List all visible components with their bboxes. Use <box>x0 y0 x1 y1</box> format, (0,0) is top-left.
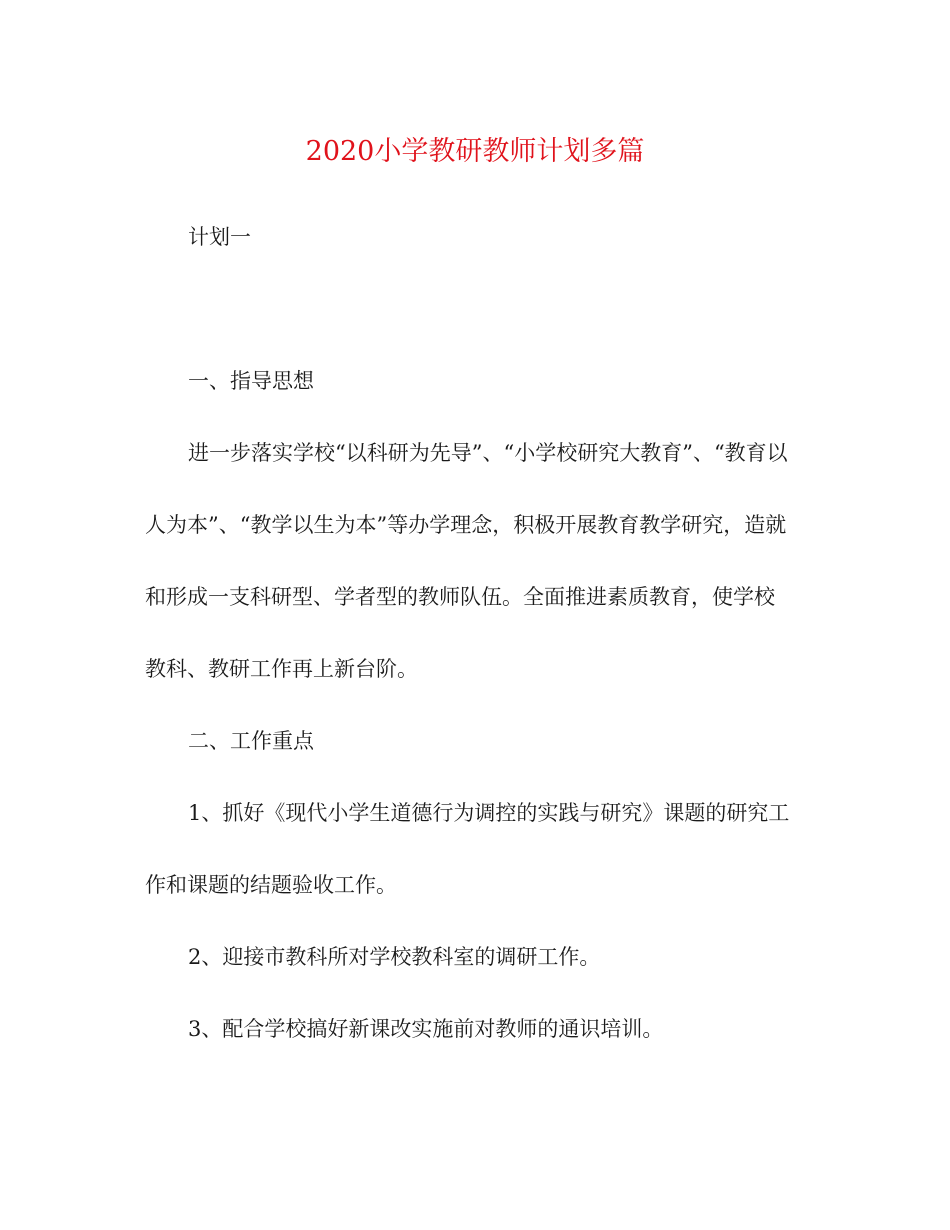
section-heading-work-focus: 二、工作重点 <box>188 729 314 753</box>
list-item-line: 2、迎接市教科所对学校教科室的调研工作。 <box>188 945 601 969</box>
document-title: 2020小学教研教师计划多篇 <box>305 136 645 167</box>
paragraph-line: 和形成一支科研型、学者型的教师队伍。全面推进素质教育，使学校 <box>145 585 775 609</box>
paragraph-line: 教科、教研工作再上新台阶。 <box>145 657 418 681</box>
section-heading-guiding-ideology: 一、指导思想 <box>188 369 314 393</box>
plan-heading: 计划一 <box>188 225 251 249</box>
list-item-line: 作和课题的结题验收工作。 <box>145 873 397 897</box>
paragraph-line: 进一步落实学校“以科研为先导”、“小学校研究大教育”、“教育以 <box>188 441 788 465</box>
list-item-line: 3、配合学校搞好新课改实施前对教师的通识培训。 <box>188 1017 664 1041</box>
paragraph-line: 人为本”、“教学以生为本”等办学理念，积极开展教育教学研究，造就 <box>145 513 787 537</box>
list-item-line: 1、抓好《现代小学生道德行为调控的实践与研究》课题的研究工 <box>188 801 790 825</box>
